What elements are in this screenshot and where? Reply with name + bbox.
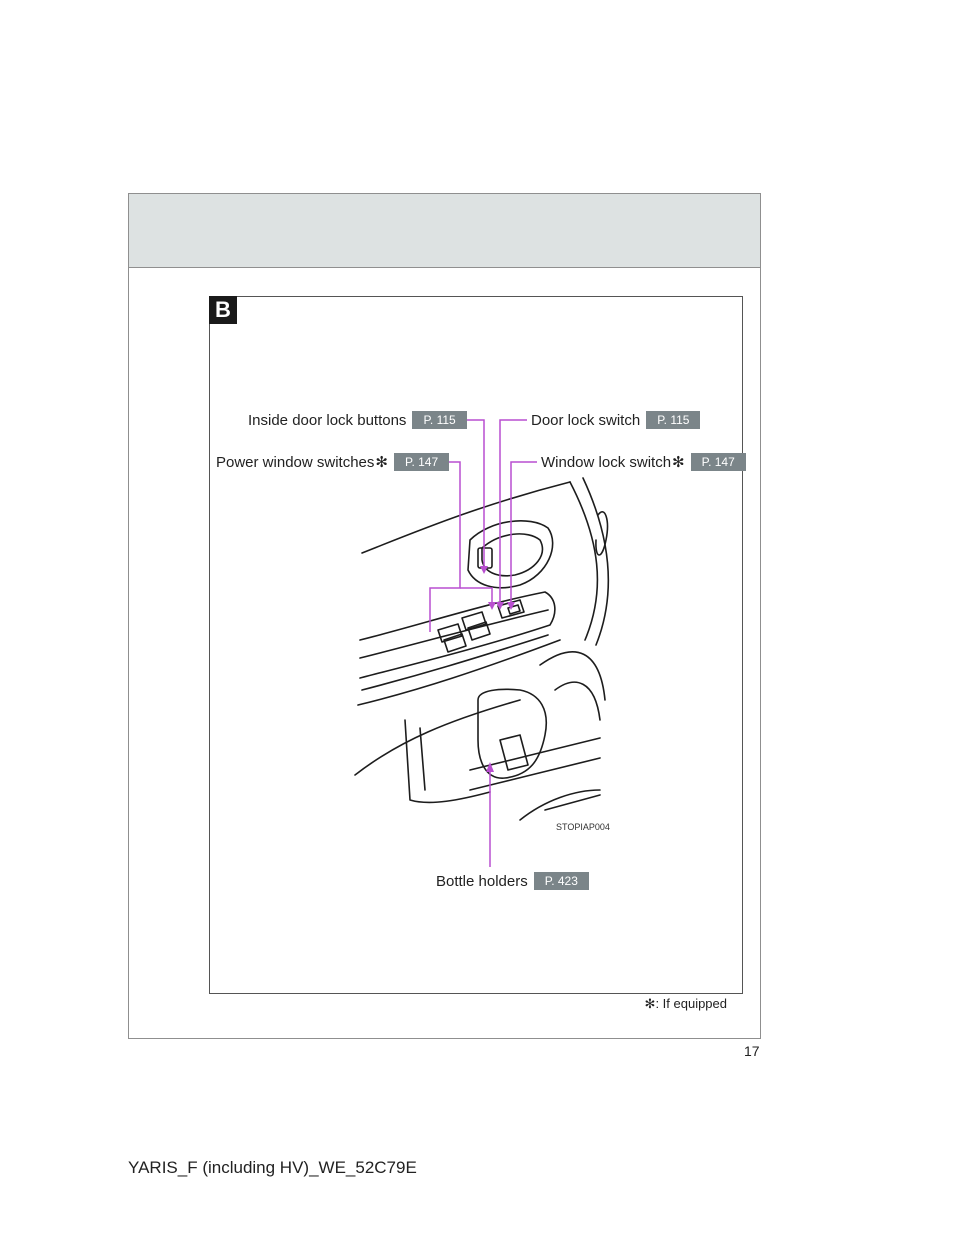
callout-bottle-holders [436,871,589,891]
callout-label: Inside door lock buttons [248,411,407,429]
callout-power-window-switches [216,452,449,472]
callout-label: Door lock switch [531,411,641,429]
leader-arrowheads [480,566,515,772]
page-ref-link[interactable]: P. 147 [394,453,449,471]
footnote-if-equipped: ✻: If equipped [644,996,727,1011]
page-ref-link[interactable]: P. 115 [646,411,700,429]
leader-power-window-switches-b [460,588,492,604]
door-panel-drawing [355,478,608,820]
illustration-code: STOPIAP004 [556,822,610,832]
page-ref-link[interactable]: P. 423 [534,872,589,890]
callout-door-lock-switch [531,410,700,430]
equipped-star-icon: ✻ [672,454,685,471]
section-badge: B [209,296,237,324]
callout-window-lock-switch [541,452,746,472]
page-ref-link[interactable]: P. 115 [412,411,466,429]
leader-power-window-switches [430,462,460,632]
callout-label: Bottle holders [436,872,528,890]
page-ref-link[interactable]: P. 147 [691,453,746,471]
page-number: 17 [744,1043,760,1059]
callout-label: Power window switches [216,453,375,471]
callout-inside-door-lock-buttons [248,410,467,430]
callout-label: Window lock switch [541,453,672,471]
document-footer-id: YARIS_F (including HV)_WE_52C79E [128,1158,417,1177]
equipped-star-icon: ✻ [375,454,388,471]
